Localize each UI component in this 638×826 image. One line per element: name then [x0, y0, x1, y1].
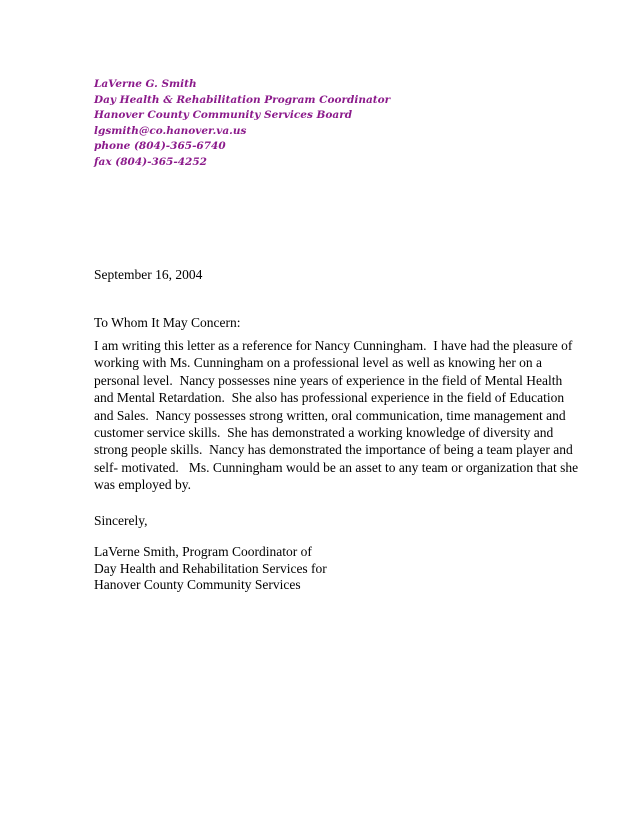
body-line: self- motivated. Ms. Cunningham would be an asset to any team or organization that she — [94, 459, 579, 475]
body-line: personal level. Nancy possesses nine years of experience in the field of Mental Health — [94, 372, 563, 388]
letterhead — [94, 77, 574, 170]
body-line: strong people skills. Nancy has demonstrated the importance of being a team player and — [94, 442, 573, 458]
letter-body — [94, 337, 579, 494]
body-line: customer service skills. She has demonstrated a working knowledge of diversity and — [94, 425, 554, 441]
letter-date: September 16, 2004 — [94, 267, 203, 282]
body-line: was employed by. — [94, 477, 191, 493]
salutation: To Whom It May Concern: — [94, 315, 241, 330]
sender-phone: phone (804)-365-6740 — [94, 140, 226, 152]
sender-title: Day Health & Rehabilitation Program Coordinator — [94, 93, 391, 106]
body-line: and Mental Retardation. She also has professional experience in the field of Education — [94, 390, 565, 406]
body-line: and Sales. Nancy possesses strong written, oral communication, time management and — [94, 407, 566, 423]
signature-line: LaVerne Smith, Program Coordinator of — [94, 544, 312, 559]
body-line: working with Ms. Cunningham on a professional level as well as knowing her on a — [94, 355, 543, 371]
closing: Sincerely, — [94, 513, 148, 528]
sender-name: LaVerne G. Smith — [94, 78, 197, 90]
signature-block — [94, 544, 327, 594]
sender-organization: Hanover County Community Services Board — [94, 109, 353, 121]
signature-line: Day Health and Rehabilitation Services for — [94, 560, 327, 576]
signature-line: Hanover County Community Services — [94, 577, 301, 593]
body-line: I am writing this letter as a reference for Nancy Cunningham. I have had the pleasure of — [94, 338, 573, 353]
sender-email: lgsmith@co.hanover.va.us — [94, 124, 247, 137]
sender-fax: fax (804)-365-4252 — [94, 155, 207, 168]
